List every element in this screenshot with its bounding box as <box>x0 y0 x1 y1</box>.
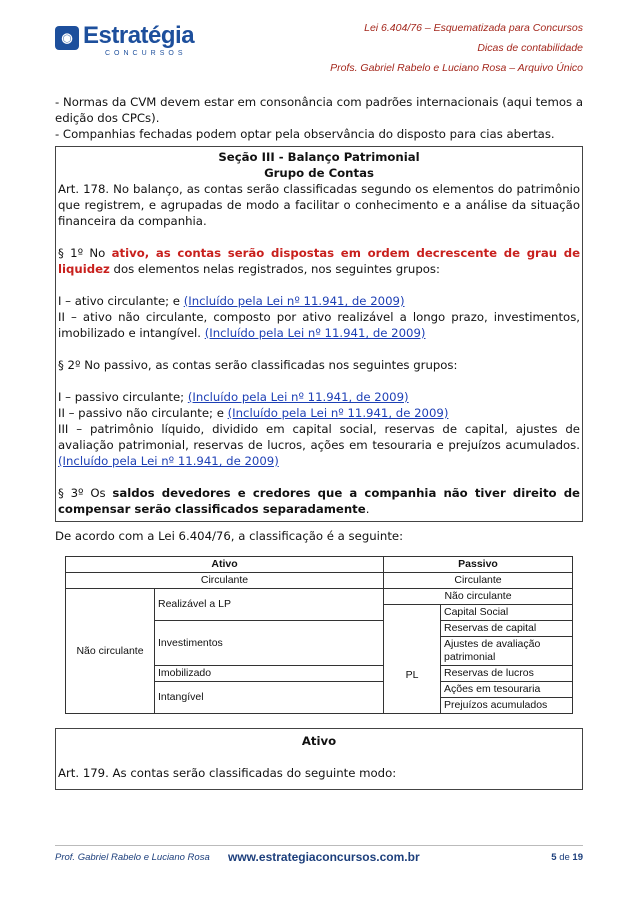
footer-site-link[interactable]: www.estrategiaconcursos.com.br <box>228 850 420 864</box>
capital-social: Capital Social <box>441 605 573 621</box>
ajustes-avaliacao: Ajustes de avaliação patrimonial <box>441 637 573 666</box>
pl-cell: PL <box>384 605 441 714</box>
header-info <box>330 18 583 78</box>
item-iii-passivo: III – patrimônio líquido, dividido em capital social, reservas de capital, ajustes de avaliação patrimonial, reservas de lucros, ações em tesouraria e prejuízos acumulados. (Incluído pela Lei nº 11.941, de 2009) <box>58 422 580 468</box>
page-header <box>0 0 638 80</box>
section-title: Seção III - Balanço Patrimonial <box>218 150 420 164</box>
reservas-capital: Reservas de capital <box>441 621 573 637</box>
compensation-highlight: saldos devedores e credores que a companhia não tiver direito de compensar serão classificados separadamente <box>58 486 580 516</box>
header-ativo: Ativo <box>66 557 384 573</box>
imobilizado: Imobilizado <box>155 666 384 682</box>
paragraph-3: § 3º Os saldos devedores e credores que a companhia não tiver direito de compensar serão classificados separadamente. <box>58 486 580 516</box>
law-link[interactable]: (Incluído pela Lei nº 11.941, de 2009) <box>227 406 449 420</box>
law-link[interactable]: (Incluído pela Lei nº 11.941, de 2009) <box>58 454 279 468</box>
logo-subtext: CONCURSOS <box>105 50 187 57</box>
intro-paragraph-1: - Normas da CVM devem estar em consonância com padrões internacionais (aqui temos a edição dos CPCs). <box>55 95 583 125</box>
item-ii-passivo: II – passivo não circulante; e (Incluído pela Lei nº 11.941, de 2009) <box>58 406 449 420</box>
paragraph-2: § 2º No passivo, as contas serão classificadas nos seguintes grupos: <box>58 358 458 372</box>
classification-intro: De acordo com a Lei 6.404/76, a classificação é a seguinte: <box>55 529 404 543</box>
header-line-authors: Profs. Gabriel Rabelo e Luciano Rosa – Arquivo Único <box>330 62 583 74</box>
acoes-tesouraria: Ações em tesouraria <box>441 682 573 698</box>
logo-text: Estratégia <box>83 22 195 49</box>
item-i-passivo: I – passivo circulante; (Incluído pela Lei nº 11.941, de 2009) <box>58 390 409 404</box>
investimentos: Investimentos <box>155 621 384 666</box>
prejuizos-acumulados: Prejuízos acumulados <box>441 698 573 714</box>
item-i-ativo: I – ativo circulante; e (Incluído pela Lei nº 11.941, de 2009) <box>58 294 405 308</box>
ativo-box <box>55 728 583 790</box>
header-passivo: Passivo <box>384 557 573 573</box>
paragraph-1: § 1º No ativo, as contas serão dispostas em ordem decrescente de grau de liquidez dos elementos nelas registrados, nos seguintes grupos: <box>58 246 580 276</box>
ativo-nao-circulante: Não circulante <box>66 589 155 714</box>
page-content <box>55 94 583 790</box>
law-link[interactable]: (Incluído pela Lei nº 11.941, de 2009) <box>183 294 405 308</box>
passivo-nao-circulante: Não circulante <box>384 589 573 605</box>
reservas-lucros: Reservas de lucros <box>441 666 573 682</box>
law-link[interactable]: (Incluído pela Lei nº 11.941, de 2009) <box>187 390 409 404</box>
section-subtitle: Grupo de Contas <box>264 166 374 180</box>
art-179: Art. 179. As contas serão classificadas do seguinte modo: <box>58 766 397 780</box>
header-line-title: Lei 6.404/76 – Esquematizada para Concursos <box>364 22 583 34</box>
item-ii-ativo: II – ativo não circulante, composto por ativo realizável a longo prazo, investimentos, imobilizado e intangível. (Incluído pela Lei nº 11.941, de 2009) <box>58 310 580 340</box>
estrategia-logo <box>55 24 205 62</box>
art-178: Art. 178. No balanço, as contas serão classificadas segundo os elementos do patrimônio que registrem, e agrupadas de modo a facilitar o conhecimento e a análise da situação financeira da companhia. <box>58 182 580 228</box>
law-link[interactable]: (Incluído pela Lei nº 11.941, de 2009) <box>204 326 426 340</box>
ativo-circulante: Circulante <box>66 573 384 589</box>
intro-paragraph-2: - Companhias fechadas podem optar pela observância do disposto para cias abertas. <box>55 127 555 141</box>
realizavel-lp: Realizável a LP <box>155 589 384 621</box>
footer-divider <box>55 845 583 846</box>
header-line-subtitle: Dicas de contabilidade <box>477 42 583 54</box>
classification-table <box>65 556 573 714</box>
ativo-box-title: Ativo <box>301 734 337 748</box>
liquidity-highlight: ativo, as contas serão dispostas em ordem decrescente de grau de liquidez <box>58 246 580 276</box>
section-3-box <box>55 146 583 522</box>
footer-authors: Prof. Gabriel Rabelo e Luciano Rosa <box>55 852 210 863</box>
passivo-circulante: Circulante <box>384 573 573 589</box>
page-number: 5 de 19 <box>551 852 583 863</box>
owl-icon: ◉ <box>55 26 79 50</box>
intangivel: Intangível <box>155 682 384 714</box>
